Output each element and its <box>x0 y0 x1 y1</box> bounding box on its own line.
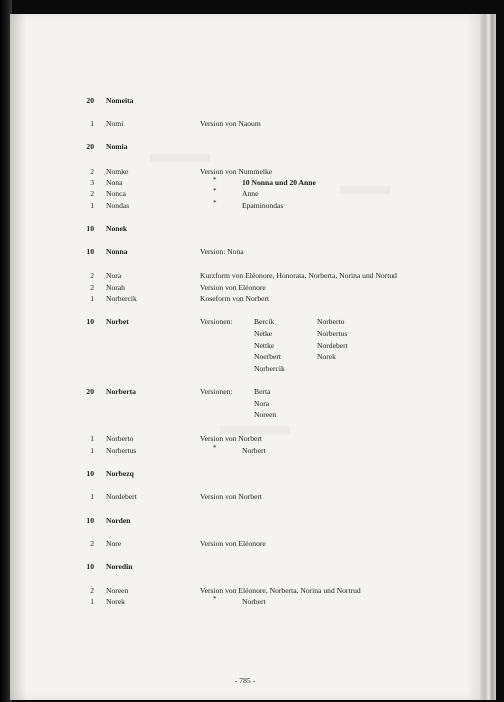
entry-count: 1 <box>90 597 94 606</box>
entry-name: Nomi <box>106 119 124 128</box>
entry-count: 2 <box>90 539 94 548</box>
entry-description: Version von Naoum <box>200 119 261 128</box>
see-reference-mark: * <box>213 187 217 195</box>
entry-name: Nomke <box>106 167 129 176</box>
entry-count: 10 <box>86 317 94 326</box>
entry-name: Norberto <box>106 434 134 443</box>
page-stack-edge <box>480 14 496 700</box>
entry-count: 1 <box>90 492 94 501</box>
entry-count: 1 <box>90 294 94 303</box>
version-name: Norbertus <box>317 329 348 338</box>
entry-count: 20 <box>86 96 94 105</box>
entry-name: Norbezq <box>106 469 134 478</box>
entry-description: Version von Eléonore <box>200 539 266 548</box>
entry-count: 1 <box>90 201 94 210</box>
entry-name: Nonca <box>106 189 126 198</box>
see-reference-mark: * <box>213 444 217 452</box>
entry-description: Versionen: <box>200 317 233 326</box>
entry-count: 1 <box>90 434 94 443</box>
entry-name: Nomia <box>106 142 128 151</box>
version-name: Noerbert <box>254 352 281 361</box>
version-name: Berta <box>254 387 271 396</box>
entry-count: 1 <box>90 446 94 455</box>
entry-name: Norberta <box>106 387 136 396</box>
version-name: Norbercik <box>254 364 285 373</box>
entry-count: 3 <box>90 178 94 187</box>
bleed-through-mark <box>340 186 390 194</box>
entry-name: Norbercik <box>106 294 137 303</box>
entry-count: 20 <box>86 142 94 151</box>
version-name: Norek <box>317 352 336 361</box>
entry-name: Norek <box>106 597 125 606</box>
entry-description: Version von Norbert <box>200 434 263 443</box>
see-reference-mark: * <box>213 199 217 207</box>
see-reference-mark: * <box>213 176 217 184</box>
entry-name: Nona <box>106 178 123 187</box>
entry-description: Norbert <box>242 446 266 455</box>
page-gutter-shadow <box>10 14 26 700</box>
entry-count: 2 <box>90 586 94 595</box>
page-number: - 785 - <box>234 676 256 685</box>
entry-count: 10 <box>86 247 94 256</box>
entry-description: Version von Nummelke <box>200 167 273 176</box>
entry-name: Norden <box>106 516 131 525</box>
version-name: Nora <box>254 399 270 408</box>
entry-count: 10 <box>86 469 94 478</box>
version-name: Noreen <box>254 410 277 419</box>
entry-description: Kurzform von Eléonore, Honorata, Norberta, Norina und Nortud <box>200 271 397 280</box>
entry-name: Nomeita <box>106 96 134 105</box>
entry-description: Version: Nona <box>200 247 244 256</box>
entry-description: 10 Nonna und 20 Anne <box>242 178 316 187</box>
entry-name: Nonek <box>106 224 128 233</box>
see-reference-mark: * <box>213 595 217 603</box>
entry-description: Version von Eléonore, Norberta, Norina und Nortrud <box>200 586 361 595</box>
version-name: Nettke <box>254 341 275 350</box>
entry-name: Nonna <box>106 247 128 256</box>
entry-count: 20 <box>86 387 94 396</box>
version-name: Norberto <box>317 317 345 326</box>
entry-name: Noreen <box>106 586 129 595</box>
entry-count: 1 <box>90 119 94 128</box>
entry-count: 10 <box>86 562 94 571</box>
entry-count: 10 <box>86 516 94 525</box>
entry-name: Nordebert <box>106 492 137 501</box>
entry-count: 2 <box>90 271 94 280</box>
entry-name: Norah <box>106 283 125 292</box>
entry-name: Norbet <box>106 317 129 326</box>
version-name: Netke <box>254 329 273 338</box>
entry-count: 2 <box>90 167 94 176</box>
entry-count: 10 <box>86 224 94 233</box>
entry-name: Nore <box>106 539 122 548</box>
entry-name: Nora <box>106 271 122 280</box>
entry-name: Nondas <box>106 201 130 210</box>
entry-name: Norbertus <box>106 446 137 455</box>
entry-description: Anne <box>242 189 259 198</box>
entry-description: Versionen: <box>200 387 233 396</box>
entry-description: Koseform von Norbert <box>200 294 270 303</box>
entry-description: Norbert <box>242 597 266 606</box>
bleed-through-mark <box>150 154 210 162</box>
entry-description: Version von Norbert <box>200 492 263 501</box>
entry-description: Epaminondas <box>242 201 284 210</box>
entry-name: Noredin <box>106 562 133 571</box>
entry-count: 2 <box>90 283 94 292</box>
entry-description: Version von Eléonore <box>200 283 266 292</box>
version-name: Nordebert <box>317 341 348 350</box>
entry-count: 2 <box>90 189 94 198</box>
version-name: Bercik <box>254 317 275 326</box>
